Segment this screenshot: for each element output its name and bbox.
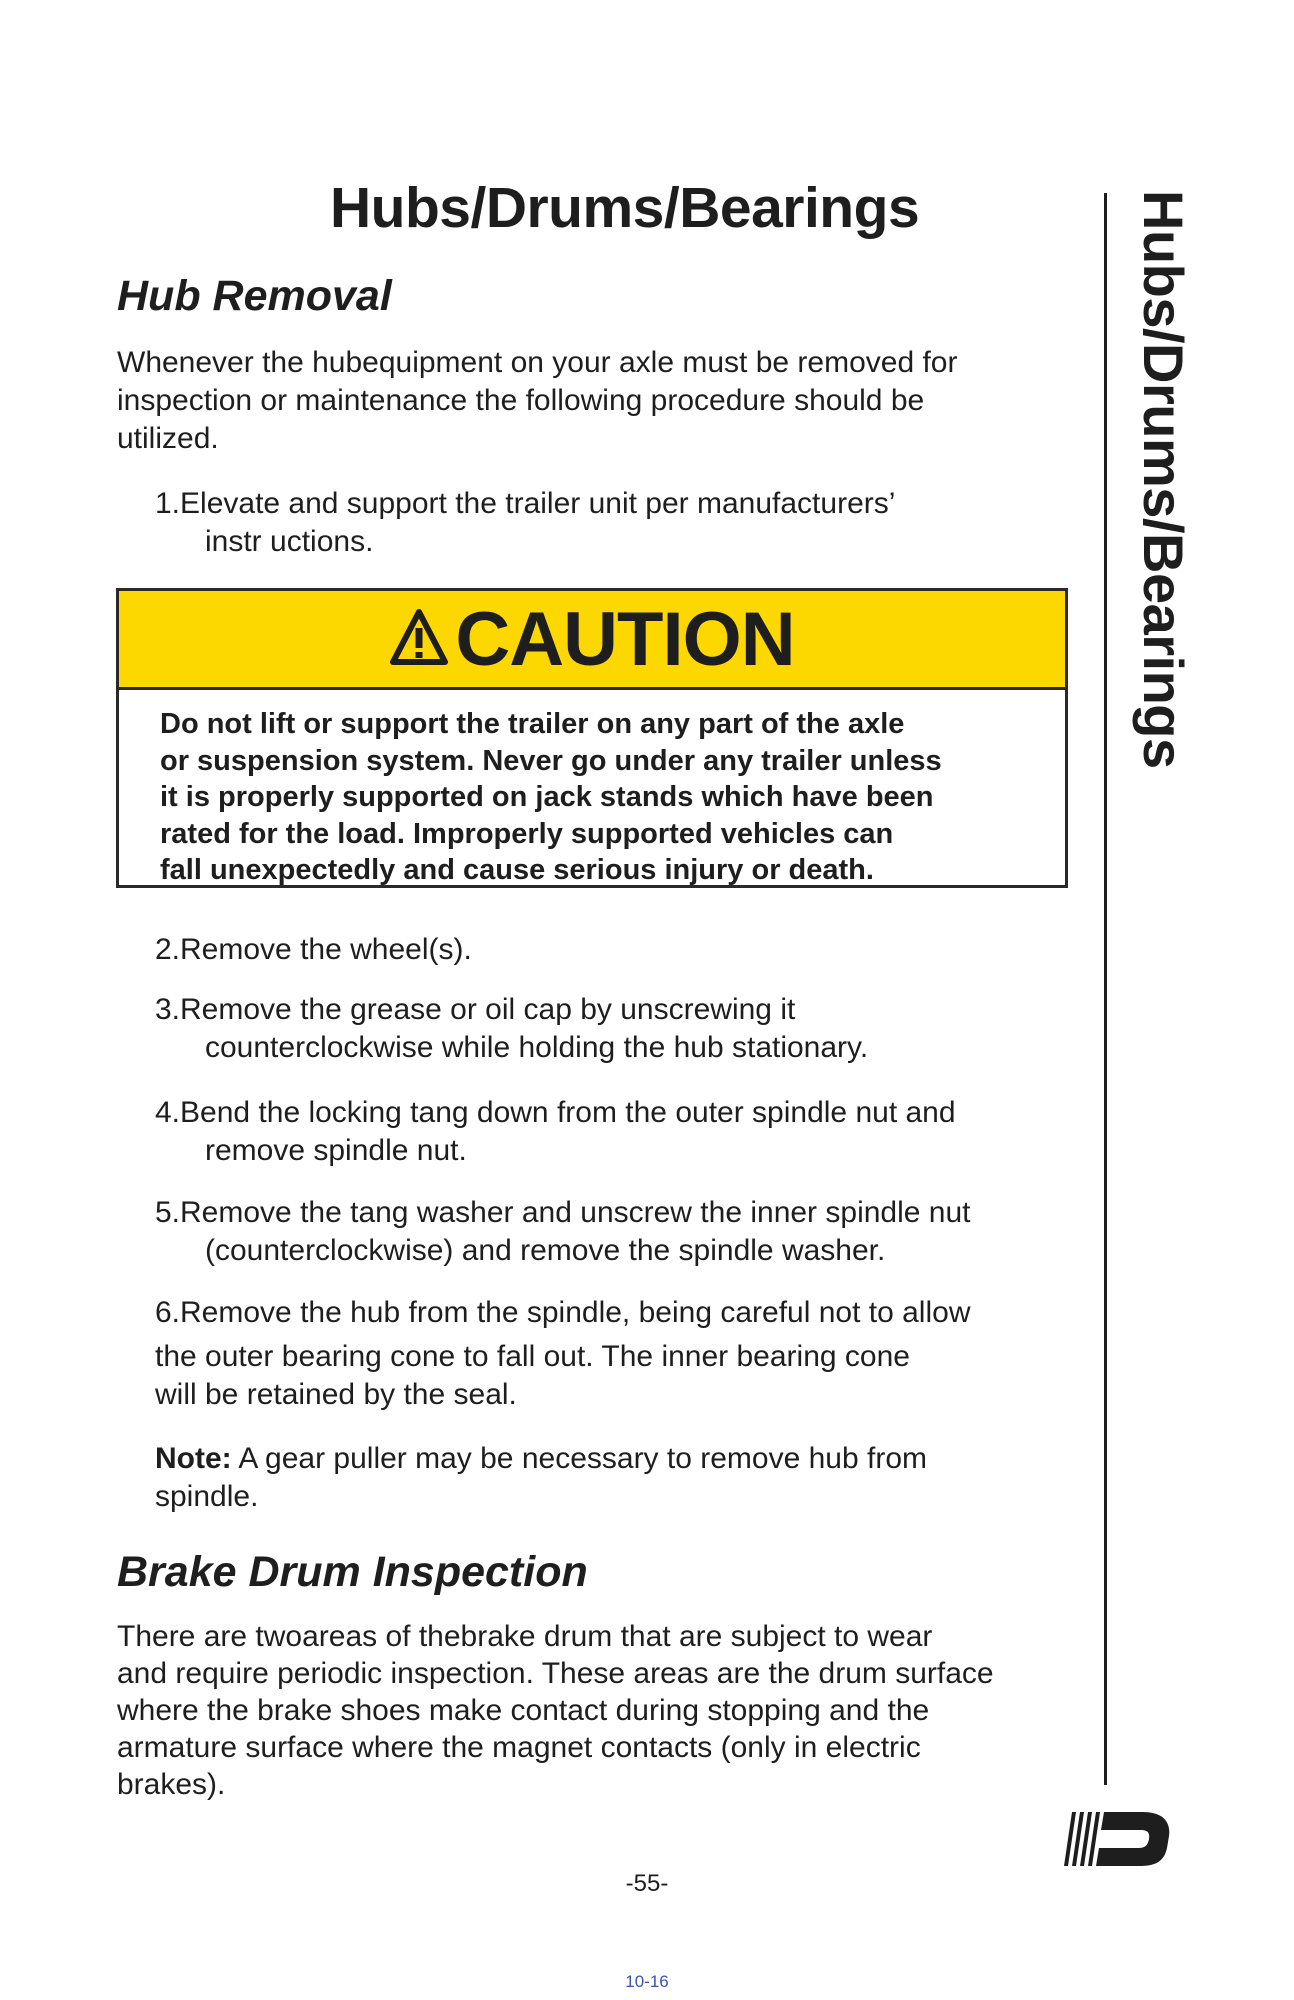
step-4: [155, 1094, 1075, 1170]
caution-box: [116, 588, 1068, 888]
caution-message: [119, 690, 1065, 889]
note: [155, 1440, 1075, 1516]
step-1-line: instr uctions.: [205, 525, 374, 558]
side-tab-title: Hubs/Drums/Bearings: [1132, 190, 1195, 769]
step-1-line: 1.Elevate and support the trailer unit per manufacturers’: [155, 487, 896, 520]
intro-line: Whenever the hubequipment on your axle must be removed for: [117, 346, 958, 379]
brake-drum-inspection-heading: Brake Drum Inspection: [117, 1548, 588, 1596]
step-3: [155, 991, 1075, 1067]
note-line: spindle.: [155, 1480, 259, 1513]
intro-line: utilized.: [117, 422, 219, 455]
hub-removal-intro: [117, 344, 1077, 458]
revision-code: 10-16: [625, 1972, 669, 1991]
note-label: Note:: [155, 1442, 232, 1475]
step-5-line: (counterclockwise) and remove the spindle washer.: [205, 1234, 886, 1267]
step-4-line: 4.Bend the locking tang down from the outer spindle nut and: [155, 1096, 956, 1129]
step-6: [155, 1294, 1075, 1414]
step-3-line: counterclockwise while holding the hub stationary.: [205, 1031, 869, 1064]
caution-line: fall unexpectedly and cause serious injury or death.: [160, 854, 874, 886]
note-text: A gear puller may be necessary to remove hub from: [231, 1442, 928, 1475]
inspection-line: There are twoareas of thebrake drum that are subject to wear: [117, 1620, 933, 1653]
inspection-line: and require periodic inspection. These areas are the drum surface: [117, 1657, 994, 1690]
step-4-line: remove spindle nut.: [205, 1134, 467, 1167]
step-5-line: 5.Remove the tang washer and unscrew the inner spindle nut: [155, 1196, 971, 1229]
caution-header: [119, 591, 1065, 690]
step-6-line: 6.Remove the hub from the spindle, being careful not to allow: [155, 1296, 971, 1329]
caution-line: it is properly supported on jack stands which have been: [160, 781, 934, 813]
inspection-line: brakes).: [117, 1768, 226, 1801]
caution-line: or suspension system. Never go under any trailer unless: [160, 744, 942, 777]
page-title: Hubs/Drums/Bearings: [330, 176, 920, 240]
caution-line: Do not lift or support the trailer on any part of the axle: [160, 708, 905, 740]
step-6-line: the outer bearing cone to fall out. The inner bearing cone: [155, 1340, 910, 1373]
hub-removal-heading: Hub Removal: [117, 272, 392, 320]
step-2: 2.Remove the wheel(s).: [155, 933, 472, 966]
intro-line: inspection or maintenance the following procedure should be: [117, 384, 925, 417]
step-5: [155, 1194, 1075, 1270]
caution-title: CAUTION: [455, 596, 795, 682]
brand-logo-icon: [1063, 1808, 1173, 1875]
page-number: -55-: [625, 1870, 669, 1897]
step-6-line: will be retained by the seal.: [155, 1378, 517, 1411]
step-3-line: 3.Remove the grease or oil cap by unscrewing it: [155, 993, 796, 1026]
caution-line: rated for the load. Improperly supported vehicles can: [160, 817, 894, 850]
side-divider-line: [1104, 193, 1107, 1785]
step-1: [155, 485, 1075, 561]
warning-triangle-icon: [389, 608, 455, 671]
inspection-line: armature surface where the magnet contacts (only in electric: [117, 1731, 921, 1764]
inspection-line: where the brake shoes make contact during stopping and the: [117, 1694, 930, 1727]
brake-drum-inspection-text: [117, 1618, 1077, 1803]
